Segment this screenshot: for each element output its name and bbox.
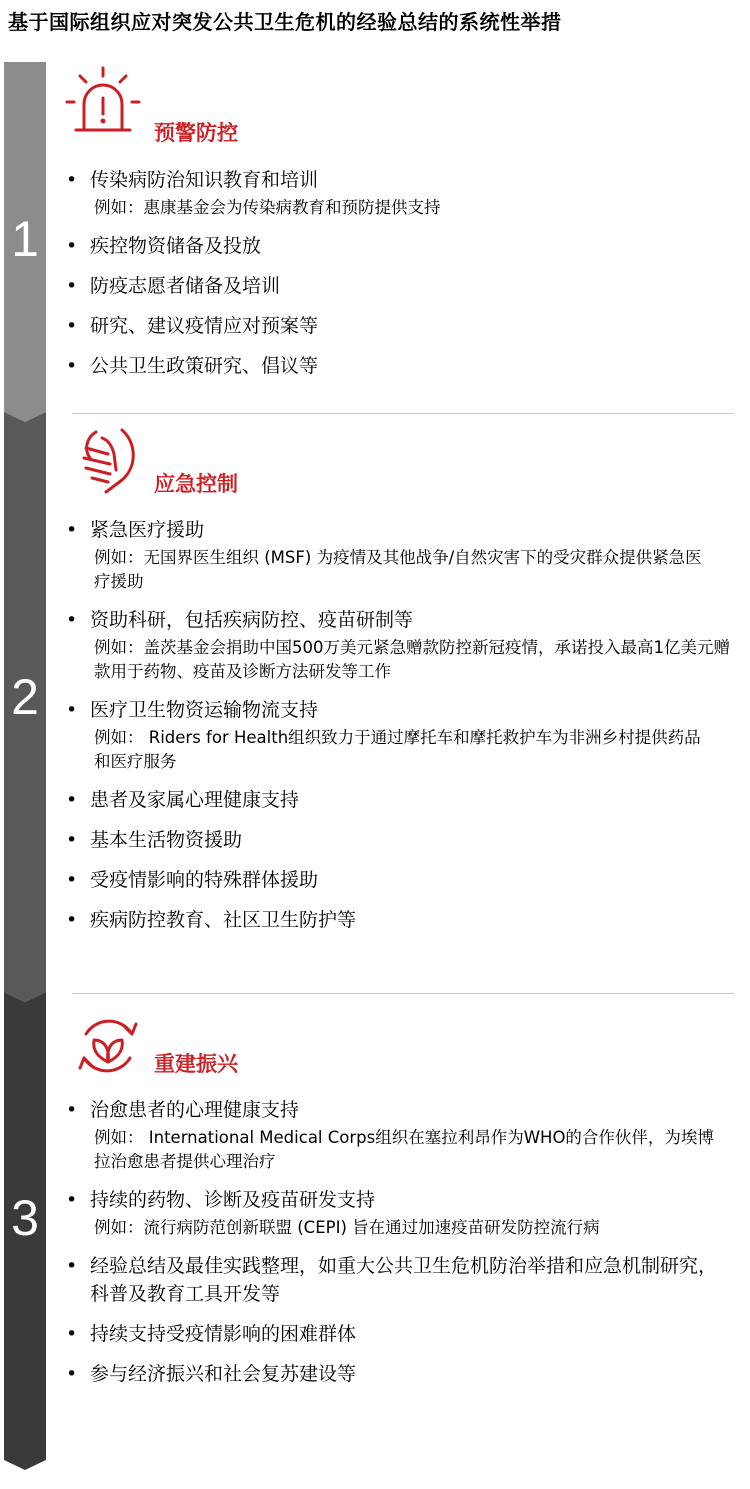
bullet: •: [66, 355, 78, 377]
section-1-list: [66, 166, 736, 392]
item-example: 例如： International Medical Corps组织在塞拉利昂作为WHO的合作伙伴，为埃博拉治愈患者提供心理治疗: [94, 1128, 714, 1171]
item-label: 防疫志愿者储备及培训: [90, 275, 281, 297]
item-label: 受疫情影响的特殊群体援助: [90, 869, 319, 891]
bullet: •: [66, 315, 78, 337]
list-item: [66, 1252, 736, 1308]
item-example: 例如： Riders for Health组织致力于通过摩托车和摩托救护车为非洲乡村提供药品和医疗服务: [94, 728, 701, 771]
bullet: •: [66, 235, 78, 257]
item-label: 公共卫生政策研究、倡议等: [90, 355, 319, 377]
item-label: 研究、建议疫情应对预案等: [90, 315, 319, 337]
recycle-leaf-icon: [76, 1012, 140, 1080]
item-label: 资助科研，包括疾病防控、疫苗研制等: [90, 609, 414, 631]
section-divider: [72, 993, 734, 994]
list-item: [66, 1186, 736, 1240]
item-example: 例如：盖茨基金会捐助中国500万美元紧急赠款防控新冠疫情，承诺投入最高1亿美元赠款用于药物、疫苗及诊断方法研发等工作: [94, 638, 730, 681]
item-label: 传染病防治知识教育和培训: [90, 169, 319, 191]
step-number-2: 2: [11, 669, 39, 725]
list-item: [66, 1360, 736, 1388]
list-item: [66, 786, 736, 814]
bullet: •: [66, 275, 78, 297]
bullet: •: [66, 1323, 78, 1345]
section-divider: [72, 413, 734, 414]
bullet: •: [66, 909, 78, 931]
list-item: [66, 906, 736, 934]
item-example: 例如：惠康基金会为传染病教育和预防提供支持: [94, 198, 441, 217]
warning-siren-icon: [62, 64, 144, 144]
section-2-heading: 应急控制: [154, 472, 238, 496]
item-label: 紧急医疗援助: [90, 519, 205, 541]
item-label: 基本生活物资援助: [90, 829, 243, 851]
bullet: •: [66, 699, 78, 721]
item-label: 治愈患者的心理健康支持: [90, 1099, 300, 1121]
bullet: •: [66, 1363, 78, 1385]
section-2-list: [66, 516, 736, 946]
item-example: 例如：无国界医生组织 (MSF) 为疫情及其他战争/自然灾害下的受灾群众提供紧急医疗援助: [94, 548, 702, 591]
item-label: 持续的药物、诊断及疫苗研发支持: [90, 1189, 376, 1211]
list-item: [66, 826, 736, 854]
hand-care-icon: [76, 424, 142, 496]
bullet: •: [66, 609, 78, 631]
bullet: •: [66, 1099, 78, 1121]
item-label: 持续支持受疫情影响的困难群体: [90, 1323, 357, 1345]
item-label: 患者及家属心理健康支持: [90, 789, 300, 811]
item-example: 例如：流行病防范创新联盟 (CEPI) 旨在通过加速疫苗研发防控流行病: [94, 1218, 600, 1237]
list-item: [66, 166, 736, 220]
item-label: 疾病防控教育、社区卫生防护等: [90, 909, 357, 931]
page-title: 基于国际组织应对突发公共卫生危机的经验总结的系统性举措: [8, 10, 562, 34]
list-item: [66, 352, 736, 380]
list-item: [66, 272, 736, 300]
step-number-1: 1: [11, 211, 39, 267]
list-item: [66, 606, 736, 684]
bullet: •: [66, 1255, 78, 1277]
bullet: •: [66, 1189, 78, 1211]
section-3-heading: 重建振兴: [154, 1052, 238, 1076]
item-label: 参与经济振兴和社会复苏建设等: [90, 1363, 357, 1385]
item-label: 医疗卫生物资运输物流支持: [90, 699, 319, 721]
section-1-heading: 预警防控: [154, 121, 238, 145]
bullet: •: [66, 789, 78, 811]
list-item: [66, 866, 736, 894]
section-3-list: [66, 1096, 736, 1400]
bullet: •: [66, 169, 78, 191]
list-item: [66, 1320, 736, 1348]
bullet: •: [66, 829, 78, 851]
bullet: •: [66, 519, 78, 541]
step-number-3: 3: [11, 1190, 39, 1246]
item-label: 经验总结及最佳实践整理，如重大公共卫生危机防治举措和应急机制研究，科普及教育工具开发等: [90, 1255, 718, 1305]
list-item: [66, 232, 736, 260]
list-item: [66, 1096, 736, 1174]
item-label: 疾控物资储备及投放: [90, 235, 262, 257]
list-item: [66, 696, 736, 774]
list-item: [66, 516, 736, 594]
bullet: •: [66, 869, 78, 891]
list-item: [66, 312, 736, 340]
